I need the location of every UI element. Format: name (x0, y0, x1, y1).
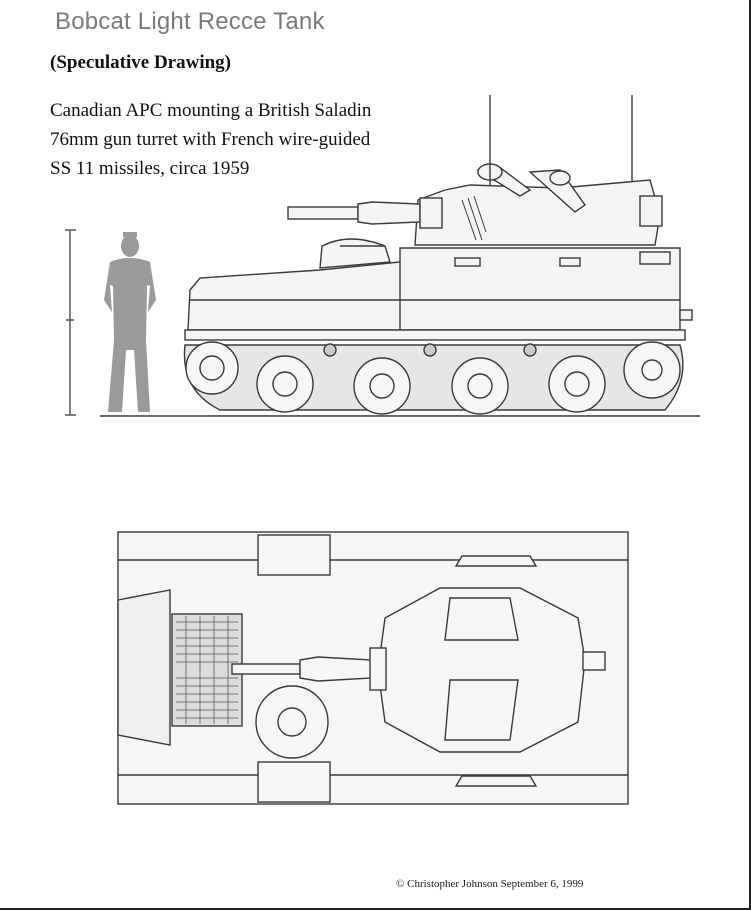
description-line: 76mm gun turret with French wire-guided (50, 129, 371, 150)
description-line: SS 11 missiles, circa 1959 (50, 158, 250, 179)
description-line: Canadian APC mounting a British Saladin (50, 100, 372, 121)
drawing-title: Bobcat Light Recce Tank (55, 8, 325, 35)
drawing-subtitle: (Speculative Drawing) (50, 52, 232, 73)
cupola-top (256, 686, 328, 758)
copyright-credit: © Christopher Johnson September 6, 1999 (396, 878, 584, 890)
